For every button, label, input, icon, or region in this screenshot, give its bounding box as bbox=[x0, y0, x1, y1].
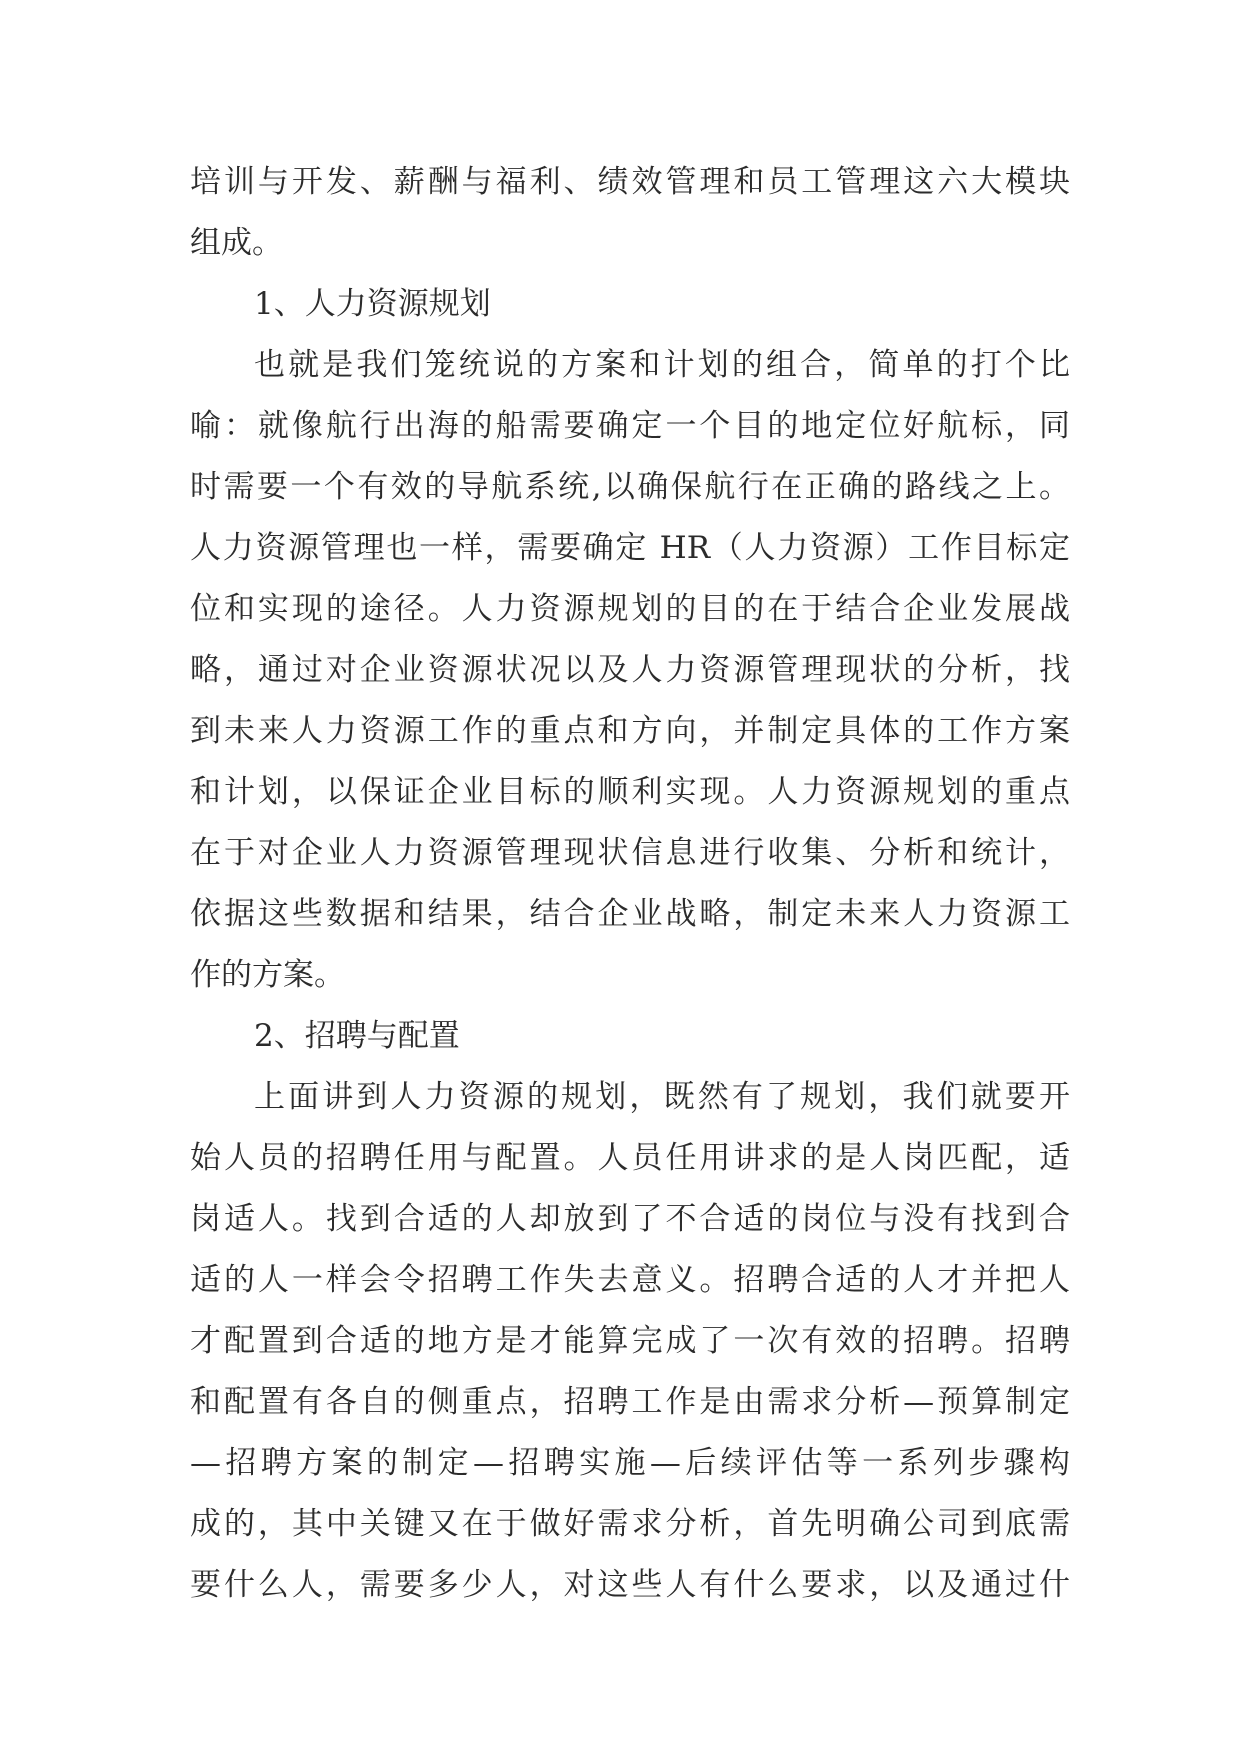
paragraph-line: 也就是我们笼统说的方案和计划的组合，简单的打个比 bbox=[254, 347, 1070, 383]
paragraph-line: 作的方案。 bbox=[190, 957, 345, 993]
paragraph-line: 在于对企业人力资源管理现状信息进行收集、分析和统计， bbox=[190, 835, 1070, 871]
section-heading: 1、人力资源规划 bbox=[254, 286, 491, 322]
paragraph-line: 人力资源管理也一样，需要确定 HR（人力资源）工作目标定 bbox=[190, 530, 1070, 566]
paragraph-line: 成的，其中关键又在于做好需求分析，首先明确公司到底需 bbox=[190, 1506, 1070, 1542]
paragraph-line: 略，通过对企业资源状况以及人力资源管理现状的分析，找 bbox=[190, 652, 1070, 688]
paragraph-line: —招聘方案的制定—招聘实施—后续评估等一系列步骤构 bbox=[190, 1445, 1070, 1481]
section-heading: 2、招聘与配置 bbox=[254, 1018, 460, 1054]
paragraph-line: 和配置有各自的侧重点，招聘工作是由需求分析—预算制定 bbox=[190, 1384, 1070, 1420]
paragraph-line: 始人员的招聘任用与配置。人员任用讲求的是人岗匹配，适 bbox=[190, 1140, 1070, 1176]
paragraph-line: 岗适人。找到合适的人却放到了不合适的岗位与没有找到合 bbox=[190, 1201, 1070, 1237]
paragraph-line: 喻：就像航行出海的船需要确定一个目的地定位好航标，同 bbox=[190, 408, 1070, 444]
paragraph-line: 才配置到合适的地方是才能算完成了一次有效的招聘。招聘 bbox=[190, 1323, 1070, 1359]
paragraph-line: 上面讲到人力资源的规划，既然有了规划，我们就要开 bbox=[254, 1079, 1070, 1115]
paragraph-line: 培训与开发、薪酬与福利、绩效管理和员工管理这六大模块 bbox=[190, 164, 1070, 200]
paragraph-line: 和计划，以保证企业目标的顺利实现。人力资源规划的重点 bbox=[190, 774, 1070, 810]
paragraph-line: 到未来人力资源工作的重点和方向，并制定具体的工作方案 bbox=[190, 713, 1070, 749]
body-text bbox=[190, 152, 1070, 1616]
paragraph-line: 位和实现的途径。人力资源规划的目的在于结合企业发展战 bbox=[190, 591, 1070, 627]
paragraph-line: 组成。 bbox=[190, 225, 283, 261]
paragraph-line: 适的人一样会令招聘工作失去意义。招聘合适的人才并把人 bbox=[190, 1262, 1070, 1298]
paragraph-line: 要什么人，需要多少人，对这些人有什么要求，以及通过什 bbox=[190, 1567, 1070, 1603]
paragraph-line: 依据这些数据和结果，结合企业战略，制定未来人力资源工 bbox=[190, 896, 1070, 932]
paragraph-line: 时需要一个有效的导航系统,以确保航行在正确的路线之上。 bbox=[190, 469, 1070, 505]
